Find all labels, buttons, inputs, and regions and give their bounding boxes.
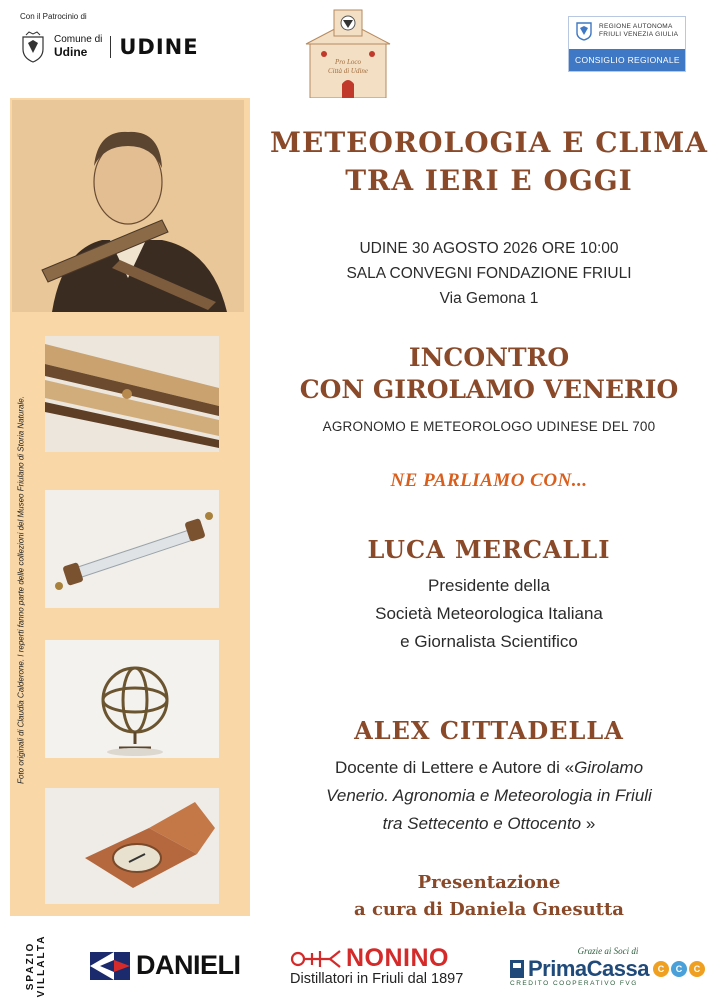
armillary-sphere-photo <box>45 640 219 758</box>
danieli-text: DANIELI <box>136 950 241 980</box>
comune-line1: Comune di <box>54 34 103 45</box>
primacassa-circle: C <box>689 961 705 977</box>
presentazione-line1: Presentazione <box>417 872 561 893</box>
nonino-subtitle: Distillatori in Friuli dal 1897 <box>290 971 464 987</box>
event-address: Via Gemona 1 <box>439 290 539 307</box>
photo-credit <box>10 330 32 850</box>
presentazione-block <box>258 869 720 923</box>
primacassa-mark-icon <box>510 960 524 978</box>
regione-fvg-logo <box>568 16 686 72</box>
primacassa-circle: C <box>653 961 669 977</box>
main-title <box>258 124 720 200</box>
incontro-subtitle: AGRONOMO E METEOROLOGO UDINESE DEL 700 <box>322 419 656 434</box>
divider <box>110 36 111 58</box>
primacassa-subtitle: CREDITO COOPERATIVO FVG <box>510 980 638 987</box>
title-line1: METEOROLOGIA E CLIMA <box>269 126 708 159</box>
compass-box-photo <box>45 788 219 904</box>
event-details <box>258 236 720 311</box>
nonino-logo <box>290 944 480 987</box>
nonino-mark-icon <box>290 948 342 970</box>
nonino-text: NONINO <box>346 944 449 972</box>
primacassa-logo <box>510 946 706 987</box>
udine-logo-text: UDINE <box>119 35 199 59</box>
presentazione-line2: a cura di Daniela Gnesutta <box>354 899 624 920</box>
comune-line2: Udine <box>54 45 88 59</box>
primacassa-text: PrimaCassa <box>528 956 649 981</box>
primacassa-circle: C <box>671 961 687 977</box>
comune-udine-logo <box>20 30 199 64</box>
spazio-line2: VILLALTA <box>36 934 47 998</box>
speaker-name: LUCA MERCALLI <box>367 535 611 564</box>
regione-line1: REGIONE AUTONOMA <box>599 23 673 30</box>
venerio-portrait-image <box>12 100 244 312</box>
ne-parliamo-heading: NE PARLIAMO CON... <box>390 470 588 491</box>
patrocinio-label: Con il Patrocinio di <box>20 12 87 21</box>
comune-crest-icon <box>20 31 46 63</box>
book-title: tra Settecento e Ottocento <box>382 814 582 833</box>
incontro-line1: INCONTRO <box>408 343 570 372</box>
primacassa-circles <box>653 961 705 977</box>
svg-text:Pro Loco: Pro Loco <box>335 58 361 66</box>
speaker-role-line: e Giornalista Scientifico <box>400 632 578 651</box>
event-date: UDINE 30 AGOSTO 2026 ORE 10:00 <box>359 240 619 257</box>
speaker-role <box>258 572 720 656</box>
speaker-role-text: Docente di Lettere e Autore di « <box>334 758 575 777</box>
primacassa-thanks: Grazie ai Soci di <box>577 946 639 956</box>
book-title: Venerio. Agronomia e Meteorologia in Friuli <box>326 786 652 805</box>
event-venue: SALA CONVEGNI FONDAZIONE FRIULI <box>346 265 632 282</box>
speaker-name: ALEX CITTADELLA <box>354 716 624 745</box>
speaker-role <box>258 754 720 838</box>
incontro-heading <box>258 342 720 406</box>
glass-thermometer-photo <box>45 490 219 608</box>
book-title: Girolamo <box>574 758 644 777</box>
incontro-line2: CON GIROLAMO VENERIO <box>299 375 679 404</box>
spazio-line1: SPAZIO <box>25 941 36 991</box>
danieli-mark-icon <box>90 952 130 980</box>
regione-logo-icon <box>575 21 593 41</box>
svg-text:Città di Udine: Città di Udine <box>327 67 369 75</box>
danieli-logo <box>90 950 241 981</box>
regione-line2: FRIULI VENEZIA GIULIA <box>599 31 679 38</box>
wooden-rule-photo <box>45 336 219 452</box>
spazio-villalta-logo <box>16 934 56 998</box>
speaker-role-line: Società Meteorologica Italiana <box>375 604 603 623</box>
photo-credit-text: Foto originali di Claudia Calderone. I reperti fanno parte delle collezioni del Museo Friulano di Storia Naturale. <box>16 396 26 784</box>
proloco-building-logo <box>298 8 398 98</box>
consiglio-regionale-bar: CONSIGLIO REGIONALE <box>569 49 685 71</box>
speaker-role-text: » <box>581 814 596 833</box>
title-line2: TRA IERI E OGGI <box>345 164 633 197</box>
speaker-role-line: Presidente della <box>428 576 550 595</box>
